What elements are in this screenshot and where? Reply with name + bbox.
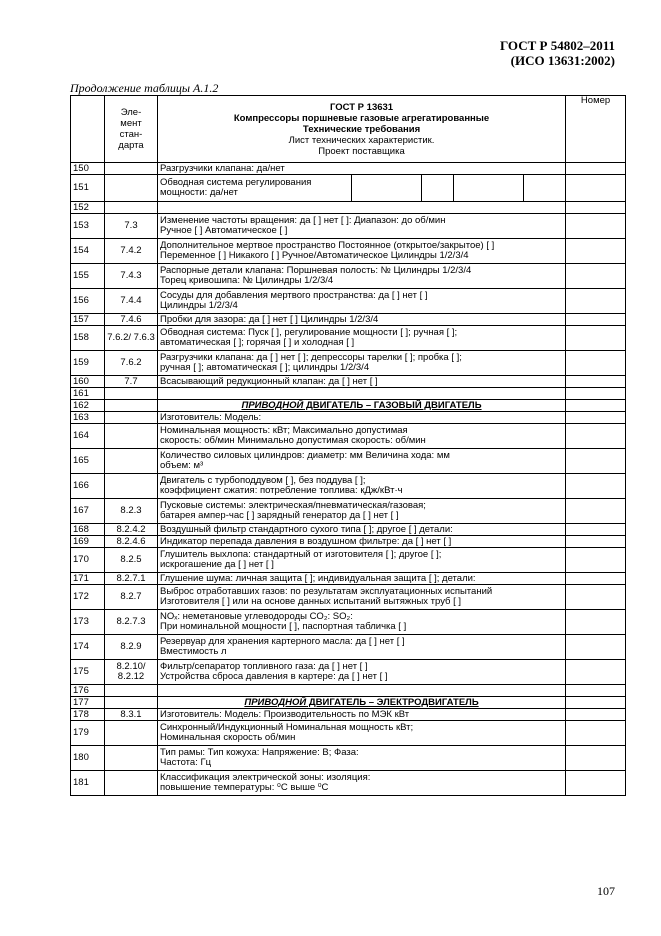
row-number: 168: [71, 524, 105, 536]
value-cell: [566, 524, 626, 536]
value-cell: [566, 635, 626, 660]
value-cell: [566, 202, 626, 214]
characteristic-line: Ручное [ ] Автоматическое [ ]: [160, 225, 288, 236]
table-row: [71, 214, 626, 239]
section-heading-emphasis: ПРИВОДНОЙ: [241, 399, 304, 411]
row-number: 157: [71, 314, 105, 326]
table-row: [71, 573, 626, 585]
row-number: 153: [71, 214, 105, 239]
table-row: [71, 314, 626, 326]
characteristic-line: Изменение частоты вращения: да [ ] нет [ ]: Диапазон: до об/мин: [160, 215, 446, 226]
characteristic-line: Устройства сброса давления в картере: да [ ] нет [ ]: [160, 671, 388, 682]
characteristic-cell: [158, 412, 566, 424]
element-reference: 7.7: [105, 376, 158, 388]
characteristic-cell: [158, 771, 566, 796]
element-reference: 8.3.1: [105, 709, 158, 721]
element-reference: [105, 388, 158, 400]
value-cell: [566, 326, 626, 351]
characteristic-cell: [158, 685, 566, 697]
element-reference: 7.4.2: [105, 239, 158, 264]
row-number: 160: [71, 376, 105, 388]
table-row: [71, 400, 626, 412]
characteristic-line: Всасывающий редукционный клапан: да [ ] нет [ ]: [160, 375, 378, 387]
header-title-line: Лист технических характеристик.: [288, 134, 435, 146]
value-cell: [524, 175, 566, 202]
row-number: 151: [71, 175, 105, 202]
row-number: 162: [71, 400, 105, 412]
element-reference: 8.2.7.3: [105, 610, 158, 635]
characteristic-cell: [158, 524, 566, 536]
element-reference: [105, 685, 158, 697]
characteristic-line: Цилиндры 1/2/3/4: [160, 300, 238, 311]
characteristic-line: автоматическая [ ]; горячая [ ] и холодная [ ]: [160, 337, 355, 348]
section-heading: [158, 697, 566, 709]
value-cell: [566, 351, 626, 376]
standard-number: ГОСТ Р 54802–2011: [499, 38, 615, 53]
table-row: [71, 524, 626, 536]
characteristic-line: Дополнительное мертвое пространство Постоянное (открытое/закрытое) [ ]: [160, 240, 495, 251]
element-reference: 8.2.3: [105, 499, 158, 524]
characteristic-line: Индикатор перепада давления в воздушном фильтре: да [ ] нет [ ]: [160, 535, 452, 547]
characteristic-cell: [158, 548, 566, 573]
characteristic-cell: [158, 326, 566, 351]
value-cell: [454, 175, 524, 202]
characteristic-line: объем: м³: [160, 460, 204, 471]
header-element-line: дарта: [118, 140, 144, 151]
row-number: 152: [71, 202, 105, 214]
table-row: [71, 239, 626, 264]
table-row: [71, 388, 626, 400]
row-number: 165: [71, 449, 105, 474]
row-number: 159: [71, 351, 105, 376]
characteristic-line: Номинальная скорость об/мин: [160, 732, 296, 743]
row-number: 163: [71, 412, 105, 424]
characteristic-line: коэффициент сжатия: потребление топлива: кДж/кВт·ч: [160, 485, 403, 496]
element-reference: 8.2.9: [105, 635, 158, 660]
element-reference: [105, 771, 158, 796]
row-number: 176: [71, 685, 105, 697]
section-heading: [158, 400, 566, 412]
table-row: [71, 326, 626, 351]
document-header: [500, 38, 615, 68]
table-row: [71, 697, 626, 709]
table-row: [71, 163, 626, 175]
characteristic-line: мощности: да/нет: [160, 187, 238, 198]
characteristic-line: Изготовителя [ ] или на основе данных испытаний вытяжных труб [ ]: [160, 596, 462, 607]
row-number: 177: [71, 697, 105, 709]
element-reference: [105, 697, 158, 709]
characteristic-line: Изготовитель: Модель: Производительность по МЭК кВт: [160, 708, 410, 720]
element-reference: [105, 449, 158, 474]
element-reference: [105, 474, 158, 499]
characteristic-line: Вместимость л: [160, 646, 227, 657]
header-title-line: ГОСТ Р 13631: [329, 101, 394, 113]
value-cell: [566, 214, 626, 239]
value-cell: [566, 376, 626, 388]
value-cell: [352, 175, 422, 202]
characteristic-line: Сосуды для добавления мертвого пространства: да [ ] нет [ ]: [160, 290, 428, 301]
table-row: [71, 660, 626, 685]
characteristic-cell: [158, 202, 566, 214]
characteristic-cell: [158, 499, 566, 524]
section-heading-emphasis: ПРИВОДНОЙ: [244, 696, 307, 708]
value-cell: [566, 264, 626, 289]
header-element-line: Эле-: [120, 107, 142, 118]
characteristic-cell: [158, 746, 566, 771]
row-number: 181: [71, 771, 105, 796]
characteristic-line: Тип рамы: Тип кожуха: Напряжение: В; Фаза:: [160, 747, 359, 758]
element-reference: 8.2.5: [105, 548, 158, 573]
value-cell: [566, 400, 626, 412]
value-cell: [566, 424, 626, 449]
header-title-line: Компрессоры поршневые газовые агрегатированные: [233, 112, 490, 124]
characteristic-cell: [158, 610, 566, 635]
row-number: 180: [71, 746, 105, 771]
section-heading-text: ДВИГАТЕЛЬ – ГАЗОВЫЙ ДВИГАТЕЛЬ: [303, 399, 482, 411]
row-number: 171: [71, 573, 105, 585]
characteristic-line: искрогашение да [ ] нет [ ]: [160, 559, 274, 570]
characteristic-cell: [158, 573, 566, 585]
element-reference: 8.2.10/ 8.2.12: [105, 660, 158, 685]
characteristic-line: Изготовитель: Модель:: [160, 411, 262, 423]
value-cell: [566, 709, 626, 721]
value-cell: [566, 585, 626, 610]
characteristic-cell: [158, 709, 566, 721]
table-row: [71, 610, 626, 635]
row-number: 179: [71, 721, 105, 746]
row-number: 174: [71, 635, 105, 660]
characteristic-cell: [158, 585, 566, 610]
table-row: [71, 474, 626, 499]
row-number: 155: [71, 264, 105, 289]
row-number: 161: [71, 388, 105, 400]
characteristic-line: Торец кривошипа: № Цилиндры 1/2/3/4: [160, 275, 334, 286]
element-reference: [105, 163, 158, 175]
table-row: [71, 412, 626, 424]
element-reference: 7.4.6: [105, 314, 158, 326]
page-number: 107: [597, 884, 615, 898]
characteristic-cell: [158, 175, 352, 202]
element-reference: [105, 424, 158, 449]
table-row: [71, 709, 626, 721]
table-row: [71, 721, 626, 746]
table-body: [71, 96, 626, 796]
header-element-line: стан-: [119, 129, 143, 140]
characteristic-cell: [158, 351, 566, 376]
row-number: 156: [71, 289, 105, 314]
characteristic-line: Разгрузчики клапана: да/нет: [160, 162, 285, 174]
table-row: [71, 771, 626, 796]
value-cell: [566, 388, 626, 400]
characteristic-line: Выброс отработавших газов: по результатам эксплуатационных испытаний: [160, 586, 493, 597]
table-header-row: [71, 96, 626, 163]
characteristic-line: скорость: об/мин Минимально допустимая скорость: об/мин: [160, 435, 426, 446]
element-reference: 8.2.4.6: [105, 536, 158, 548]
characteristic-cell: [158, 721, 566, 746]
value-cell: [566, 746, 626, 771]
value-cell: [566, 697, 626, 709]
value-cell: [566, 536, 626, 548]
characteristic-cell: [158, 376, 566, 388]
element-reference: 7.6.2: [105, 351, 158, 376]
characteristic-line: повышение температуры: ⁰С выше ⁰С: [160, 782, 329, 793]
value-cell: [566, 239, 626, 264]
characteristic-line: Глушитель выхлопа: стандартный от изготовителя [ ]; другое [ ];: [160, 549, 442, 560]
value-cell: [566, 314, 626, 326]
element-reference: 7.4.4: [105, 289, 158, 314]
element-reference: [105, 721, 158, 746]
characteristic-line: Количество силовых цилиндров: диаметр: мм Величина хода: мм: [160, 450, 450, 461]
row-number: 158: [71, 326, 105, 351]
table-row: [71, 746, 626, 771]
element-reference: 8.2.7.1: [105, 573, 158, 585]
header-title-cell: [158, 96, 566, 163]
characteristic-line: Глушение шума: личная защита [ ]; индивидуальная защита [ ]; детали:: [160, 572, 476, 584]
header-title-line: Технические требования: [302, 123, 421, 135]
row-number: 150: [71, 163, 105, 175]
element-reference: [105, 746, 158, 771]
characteristic-line: батарея ампер-час [ ] зарядный генератор да [ ] нет [ ]: [160, 510, 399, 521]
table-row: [71, 536, 626, 548]
characteristic-cell: [158, 214, 566, 239]
value-cell: [566, 610, 626, 635]
header-element-cell: [105, 96, 158, 163]
header-title-line: Проект поставщика: [318, 145, 405, 157]
specification-table: [70, 95, 626, 796]
table-row: [71, 424, 626, 449]
characteristic-line: Пробки для зазора: да [ ] нет [ ] Цилиндры 1/2/3/4: [160, 313, 379, 325]
table-continuation-label: Продолжение таблицы А.1.2: [70, 81, 219, 95]
element-reference: [105, 175, 158, 202]
element-reference: [105, 202, 158, 214]
value-cell: [566, 548, 626, 573]
characteristic-line: Пусковые системы: электрическая/пневматическая/газовая;: [160, 500, 426, 511]
table-row: [71, 264, 626, 289]
characteristic-line: ручная [ ]; автоматическая [ ]; цилиндры 1/2/3/4: [160, 362, 370, 373]
table-row: [71, 499, 626, 524]
row-number: 154: [71, 239, 105, 264]
characteristic-line: Распорные детали клапана: Поршневая полость: № Цилиндры 1/2/3/4: [160, 265, 472, 276]
header-blank-cell: [71, 96, 105, 163]
characteristic-cell: [158, 289, 566, 314]
element-reference: 8.2.4.2: [105, 524, 158, 536]
section-heading-text: ДВИГАТЕЛЬ – ЭЛЕКТРОДВИГАТЕЛЬ: [306, 696, 479, 708]
value-cell: [566, 412, 626, 424]
row-number: 164: [71, 424, 105, 449]
element-reference: 8.2.7: [105, 585, 158, 610]
row-number: 170: [71, 548, 105, 573]
element-reference: [105, 400, 158, 412]
table-row: [71, 449, 626, 474]
characteristic-cell: [158, 536, 566, 548]
characteristic-line: Разгрузчики клапана: да [ ] нет [ ]; депрессоры тарелки [ ]; пробка [ ];: [160, 352, 462, 363]
characteristic-cell: [158, 449, 566, 474]
characteristic-line: Обводная система: Пуск [ ], регулирование мощности [ ]; ручная [ ];: [160, 327, 458, 338]
header-number-cell: Номер: [566, 96, 626, 163]
table-row: [71, 548, 626, 573]
table-row: [71, 585, 626, 610]
characteristic-cell: [158, 635, 566, 660]
characteristic-line: Синхронный/Индукционный Номинальная мощность кВт;: [160, 722, 414, 733]
row-number: 175: [71, 660, 105, 685]
element-reference: 7.6.2/ 7.6.3: [105, 326, 158, 351]
table-row: [71, 175, 626, 202]
value-cell: [566, 685, 626, 697]
characteristic-cell: [158, 388, 566, 400]
table-row: [71, 376, 626, 388]
characteristic-cell: [158, 163, 566, 175]
value-cell: [566, 499, 626, 524]
characteristic-line: Обводная система регулирования: [160, 177, 312, 188]
characteristic-cell: [158, 424, 566, 449]
value-cell: [566, 573, 626, 585]
table-row: [71, 685, 626, 697]
value-cell: [566, 175, 626, 202]
element-reference: 7.4.3: [105, 264, 158, 289]
element-reference: 7.3: [105, 214, 158, 239]
row-number: 178: [71, 709, 105, 721]
value-cell: [566, 289, 626, 314]
characteristic-line: Переменное [ ] Никакого [ ] Ручное/Автоматическое Цилиндры 1/2/3/4: [160, 250, 469, 261]
characteristic-line: Фильтр/сепаратор топливного газа: да [ ] нет [ ]: [160, 661, 368, 672]
iso-reference: (ИСО 13631:2002): [510, 53, 615, 68]
characteristic-cell: [158, 474, 566, 499]
characteristic-cell: [158, 660, 566, 685]
characteristic-line: Классификация электрической зоны: изоляция:: [160, 772, 371, 783]
row-number: 169: [71, 536, 105, 548]
value-cell: [566, 449, 626, 474]
row-number: 172: [71, 585, 105, 610]
value-cell: [566, 474, 626, 499]
header-element-line: мент: [120, 118, 142, 129]
value-cell: [566, 771, 626, 796]
characteristic-line: NOₓ: неметановые углеводороды CO₂: SO₂:: [160, 611, 353, 622]
row-number: 173: [71, 610, 105, 635]
characteristic-cell: [158, 314, 566, 326]
characteristic-line: Номинальная мощность: кВт; Максимально допустимая: [160, 425, 408, 436]
table-row: [71, 351, 626, 376]
characteristic-line: При номинальной мощности [ ], паспортная табличка [ ]: [160, 621, 407, 632]
characteristic-line: Частота: Гц: [160, 757, 212, 768]
value-cell: [422, 175, 454, 202]
characteristic-cell: [158, 264, 566, 289]
table-row: [71, 289, 626, 314]
row-number: 167: [71, 499, 105, 524]
characteristic-line: Двигатель с турбоподдувом [ ], без поддува [ ];: [160, 475, 366, 486]
element-reference: [105, 412, 158, 424]
characteristic-line: Резервуар для хранения картерного масла: да [ ] нет [ ]: [160, 636, 405, 647]
value-cell: [566, 721, 626, 746]
table-row: [71, 635, 626, 660]
row-number: 166: [71, 474, 105, 499]
characteristic-cell: [158, 239, 566, 264]
table-row: [71, 202, 626, 214]
value-cell: [566, 163, 626, 175]
value-cell: [566, 660, 626, 685]
characteristic-line: Воздушный фильтр стандартного сухого типа [ ]; другое [ ] детали:: [160, 523, 453, 535]
